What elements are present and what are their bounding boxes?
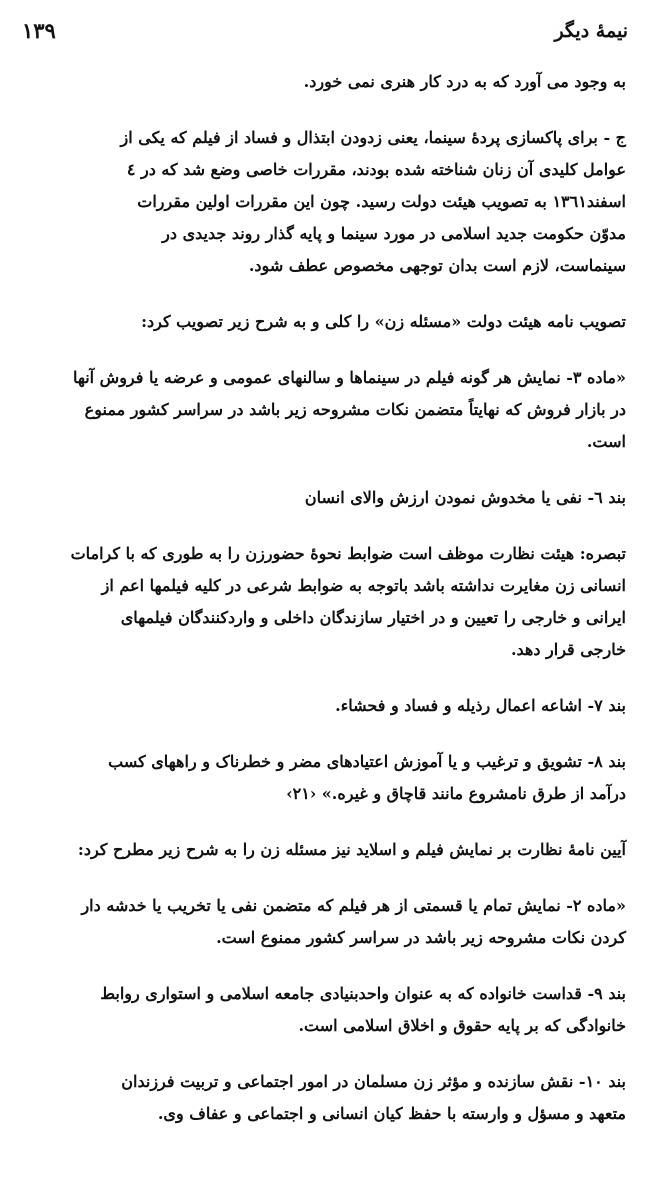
paragraph-article-3: «ماده ۳- نمایش هر گونه فیلم در سینماها و سالنهای عمومی و عرضه یا فروش آنها در بازار فروش که نهایتاً متضمن نکات مشروحه زیر باشد در سراسر کشور ممنوع است. [72,368,626,451]
paragraph-article-2: «ماده ۲- نمایش تمام یا قسمتی از هر فیلم که متضمن نفی یا تخریب یا خدشه دار کردن نکات مشروحه زیر باشد در سراسر کشور ممنوع است. [81,896,626,947]
paragraph-cinema-cleansing: ج - برای پاکسازی پردهٔ سینما، یعنی زدودن ابتذال و فساد از فیلم که یکی از عوامل کلیدی آن زنان شناخته شده بودند، مقررات خاصی وضع شد که در ٤ اسفند۱۳٦۱ به تصویب هیئت دولت رسید. چون این مقررات اولین مقررات مدوّن حکومت جدید اسلامی در مورد سینما و پایه گذار روند جدیدی در سینماست، لازم است بدان توجهی مخصوص عطف شود. [120,128,626,275]
paragraph-note: تبصره: هیئت نظارت موظف است ضوابط نحوهٔ حضورزن را به طوری که با کرامات انسانی زن مغایرت نداشته باشد باتوجه به ضوابط شرعی در کلیه فیلمها اعم از ایرانی و خارجی را تعیین و در اختیار سازندگان داخلی و واردکنندگان فیلمهای خارجی قرار دهد. [70,544,626,659]
paragraph-cabinet-approval: تصویب نامه هیئت دولت «مسئله زن» را کلی و به شرح زیر تصویب کرد: [141,312,626,331]
paragraph-clause-9: بند ۹- قداست خانواده که به عنوان واحدبنیادی جامعه اسلامی و استواری روابط خانوادگی که بر پایه حقوق و اخلاق اسلامی است. [100,984,626,1035]
running-head: نیمهٔ دیگر [554,20,628,42]
paragraph-clause-7: بند ۷- اشاعه اعمال رذیله و فساد و فحشاء. [335,696,626,715]
paragraph-clause-10: بند ۱۰- نقش سازنده و مؤثر زن مسلمان در امور اجتماعی و تربیت فرزندان متعهد و مسؤل و وارسته با حفظ کیان انسانی و اجتماعی و عفاف وی. [121,1072,626,1123]
page-header [22,14,628,48]
paragraph-clause-6: بند ٦- نفی یا مخدوش نمودن ارزش والای انسان [304,488,626,507]
paragraph-clause-8: بند ۸- تشویق و ترغیب و یا آموزش اعتیادهای مضر و خطرناک و راههای کسب درآمد از طرق نامشروع مانند قاچاق و غیره.» ‹۲۱› [108,752,626,803]
paragraph-regulation-intro: آیین نامهٔ نظارت بر نمایش فیلم و اسلاید نیز مسئله زن را به شرح زیر مطرح کرد: [77,840,626,859]
body-text [20,66,626,1130]
page-number: ۱۳۹ [22,18,56,43]
paragraph-intro-line: به وجود می آورد که به درد کار هنری نمی خورد. [303,72,626,91]
